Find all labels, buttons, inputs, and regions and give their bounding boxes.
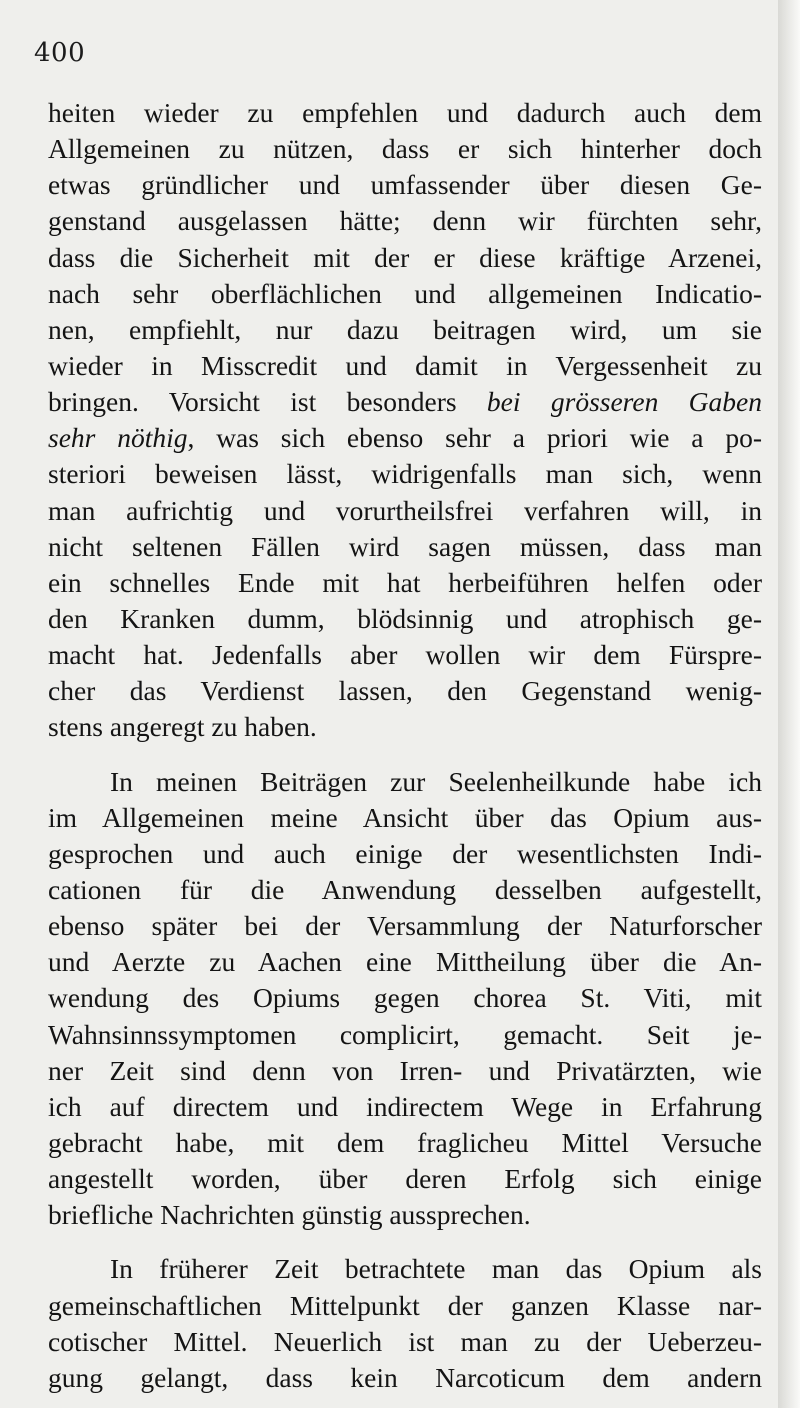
text-line: gemeinschaftlichen Mittelpunkt der ganzen Klasse nar- [48,1289,762,1321]
text-line: ner Zeit sind denn von Irren- und Privatärzten, wie [48,1054,762,1086]
text-line: gesprochen und auch einige der wesentlichsten Indi- [48,837,762,869]
text-line: gebracht habe, mit dem fraglicheu Mittel Versuche [48,1126,762,1158]
paragraph-gap [48,1233,762,1251]
text-line: den Kranken dumm, blödsinnig und atrophisch ge- [48,602,762,634]
text-line: Wahnsinnssymptomen complicirt, gemacht. Seit je- [48,1018,762,1050]
text-line: cotischer Mittel. Neuerlich ist man zu der Ueberzeu- [48,1325,762,1357]
text-line: In meinen Beiträgen zur Seelenheilkunde habe ich [110,765,762,797]
text-line: nicht seltenen Fällen wird sagen müssen, dass man [48,530,762,562]
text-line: man aufrichtig und vorurtheilsfrei verfahren will, in [48,494,762,526]
paragraph-gap [48,746,762,764]
page-edge-shadow [778,0,800,1408]
text-line: wieder in Misscredit und damit in Vergessenheit zu [48,349,762,381]
text-line: steriori beweisen lässt, widrigenfalls man sich, wenn [48,458,762,490]
text-line: ich auf directem und indirectem Wege in Erfahrung [48,1090,762,1122]
paragraph-1 [48,95,762,746]
paragraph-3 [48,1251,762,1396]
text-line: nach sehr oberflächlichen und allgemeinen Indicatio- [48,277,762,309]
text-line: cher das Verdienst lassen, den Gegenstand wenig- [48,675,762,707]
page-number: 400 [34,38,86,68]
text-line: genstand ausgelassen hätte; denn wir fürchten sehr, [48,205,762,237]
text-line: briefliche Nachrichten günstig aussprechen. [48,1199,531,1231]
text-line: In früherer Zeit betrachtete man das Opium als [110,1253,762,1285]
text-run: , was sich ebenso sehr a priori wie a po- [187,422,762,454]
text-line: und Aerzte zu Aachen eine Mittheilung über die An- [48,946,762,978]
paragraph-2 [48,764,762,1234]
italic-text: sehr nöthig [48,422,188,454]
text-line: cationen für die Anwendung desselben aufgestellt, [48,873,762,905]
text-line: Allgemeinen zu nützen, dass er sich hinterher doch [48,133,762,165]
text-line: nen, empfiehlt, nur dazu beitragen wird, um sie [48,313,762,345]
italic-text: bei grösseren Gaben [486,386,762,418]
text-line: angestellt worden, über deren Erfolg sich einige [48,1163,762,1195]
text-line: stens angeregt zu haben. [48,711,317,743]
text-line: ebenso später bei der Versammlung der Naturforscher [48,910,762,942]
text-line: wendung des Opiums gegen chorea St. Viti, mit [48,982,762,1014]
text-line: gung gelangt, dass kein Narcoticum dem andern [48,1361,762,1393]
text-line: macht hat. Jedenfalls aber wollen wir dem Fürspre- [48,639,762,671]
text-line: heiten wieder zu empfehlen und dadurch auch dem [48,97,762,128]
text-line-mixed [48,420,762,456]
text-run: bringen. Vorsicht ist besonders [48,386,487,418]
text-line: ein schnelles Ende mit hat herbeiführen helfen oder [48,566,762,598]
text-line: im Allgemeinen meine Ansicht über das Opium aus- [48,801,762,833]
body-text [48,95,762,1396]
text-line: dass die Sicherheit mit der er diese kräftige Arzenei, [48,241,762,273]
text-line-mixed [48,384,762,420]
text-line: etwas gründlicher und umfassender über diesen Ge- [48,169,762,201]
